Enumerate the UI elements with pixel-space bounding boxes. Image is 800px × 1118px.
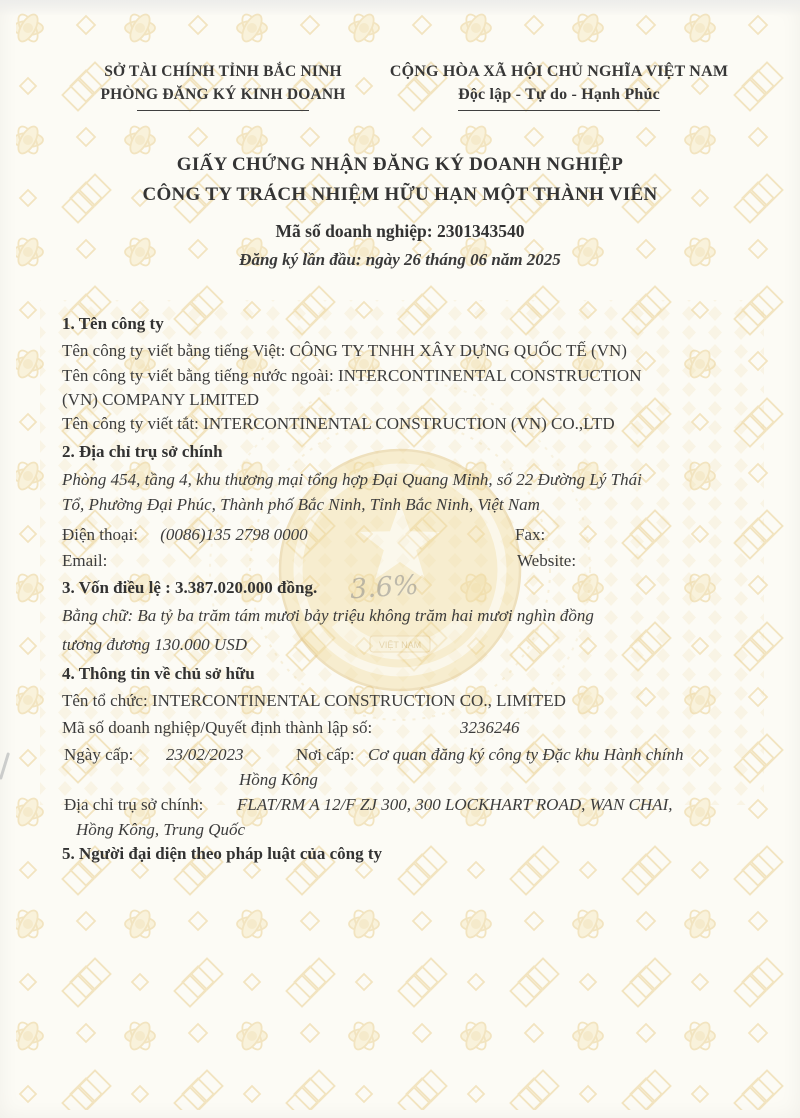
owner-code-value: 3236246 (460, 718, 520, 737)
issue-date-value: 23/02/2023 (166, 745, 244, 764)
company-name-foreign-value1: INTERCONTINENTAL CONSTRUCTION (337, 366, 642, 385)
website-label: Website: (517, 551, 577, 570)
charter-capital-value: 3.387.020.000 đồng. (175, 578, 318, 597)
section1-heading: 1. Tên công ty (62, 314, 164, 333)
issue-place-value-line1: Cơ quan đăng ký công ty Đặc khu Hành chính (368, 745, 684, 764)
section5-heading: 5. Người đại diện theo pháp luật của công ty (62, 844, 382, 863)
republic-name: CỘNG HÒA XÃ HỘI CHỦ NGHĨA VIỆT NAM (389, 63, 729, 80)
issue-place-value-line2: Hồng Kông (239, 770, 318, 789)
certificate-title-line1: GIẤY CHỨNG NHẬN ĐĂNG KÝ DOANH NGHIỆP (176, 154, 624, 175)
header-divider-left (137, 110, 309, 111)
capital-in-words-line1: Bằng chữ: Ba tỷ ba trăm tám mươi bảy triệu không trăm hai mươi nghìn đồng (62, 606, 594, 625)
owner-hq-value-line2: Hồng Kông, Trung Quốc (76, 820, 246, 839)
header-divider-right (458, 110, 660, 111)
issuing-authority-office: PHÒNG ĐĂNG KÝ KINH DOANH (100, 86, 346, 103)
company-name-foreign-line (62, 364, 641, 388)
phone-line (62, 523, 308, 547)
phone-value: (0086)135 2798 0000 (160, 525, 308, 544)
company-name-short-label: Tên công ty viết tắt: (62, 414, 199, 433)
pencil-annotation: 3.6% (349, 569, 420, 606)
fax-label: Fax: (515, 525, 546, 544)
issue-place-label: Nơi cấp: (296, 745, 355, 764)
charter-capital-label: 3. Vốn điều lệ : (62, 578, 171, 597)
capital-in-words-line2: tương đương 130.000 USD (62, 635, 247, 654)
owner-org-value: INTERCONTINENTAL CONSTRUCTION CO., LIMITED (151, 691, 566, 710)
head-office-address-line2: Tổ, Phường Đại Phúc, Thành phố Bắc Ninh, Tỉnh Bắc Ninh, Việt Nam (62, 495, 540, 514)
company-name-short-line (62, 412, 615, 436)
section2-heading: 2. Địa chỉ trụ sở chính (62, 442, 223, 461)
national-motto: Độc lập - Tự do - Hạnh Phúc (458, 86, 660, 103)
email-label: Email: (62, 551, 108, 570)
owner-hq-label: Địa chỉ trụ sở chính: (64, 795, 204, 814)
owner-hq-value-line1: FLAT/RM A 12/F ZJ 300, 300 LOCKHART ROAD, WAN CHAI, (237, 795, 673, 814)
emblem-ribbon-label: VIỆT NAM (378, 640, 422, 650)
issue-date-label: Ngày cấp: (64, 745, 134, 764)
owner-org-line (62, 689, 566, 713)
national-header-block (360, 60, 758, 111)
section3-heading (62, 576, 317, 600)
enterprise-code-label: Mã số doanh nghiệp: (275, 221, 433, 241)
issuing-authority-parent: SỞ TÀI CHÍNH TỈNH BẮC NINH (104, 63, 342, 80)
owner-code-label: Mã số doanh nghiệp/Quyết định thành lập số: (62, 718, 373, 737)
company-name-vi-value: CÔNG TY TNHH XÂY DỰNG QUỐC TẾ (VN) (289, 341, 627, 360)
company-name-foreign-label: Tên công ty viết bằng tiếng nước ngoài: (62, 366, 334, 385)
first-registration-line: Đăng ký lần đầu: ngày 26 tháng 06 năm 2025 (239, 250, 561, 269)
head-office-address-line1: Phòng 454, tầng 4, khu thương mại tổng hợp Đại Quang Minh, số 22 Đường Lý Thái (62, 470, 642, 489)
certificate-title (0, 150, 800, 210)
company-name-vi-label: Tên công ty viết bằng tiếng Việt: (62, 341, 286, 360)
phone-label: Điện thoại: (62, 525, 139, 544)
enterprise-code-line (0, 221, 800, 242)
issuing-authority-block (78, 60, 368, 111)
company-name-foreign-value2: (VN) COMPANY LIMITED (62, 390, 260, 409)
certificate-title-line2: CÔNG TY TRÁCH NHIỆM HỮU HẠN MỘT THÀNH VIÊN (142, 184, 658, 205)
company-name-vi-line (62, 339, 627, 363)
owner-org-label: Tên tổ chức: (62, 691, 148, 710)
company-name-short-value: INTERCONTINENTAL CONSTRUCTION (VN) CO.,LTD (203, 414, 615, 433)
section4-heading: 4. Thông tin về chủ sở hữu (62, 664, 255, 683)
enterprise-code-value: 2301343540 (436, 221, 525, 241)
